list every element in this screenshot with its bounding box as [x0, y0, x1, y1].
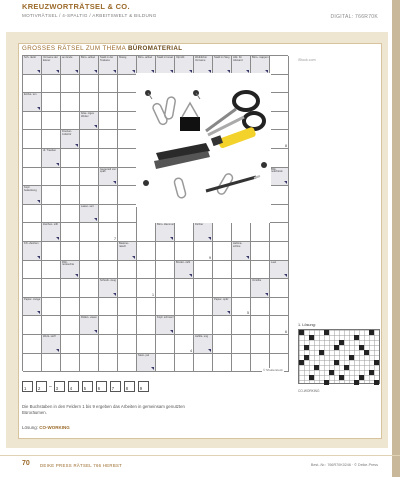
answer-cell[interactable]	[80, 223, 99, 242]
answer-cell[interactable]	[42, 316, 61, 335]
clue-text: Papier- zange	[24, 297, 41, 301]
solution-block	[334, 360, 339, 365]
answer-cell[interactable]	[175, 335, 194, 354]
answer-cell[interactable]	[23, 149, 42, 168]
answer-box-number: 9	[139, 386, 143, 391]
clue-cell[interactable]	[80, 112, 99, 131]
answer-cell[interactable]	[23, 130, 42, 149]
answer-cell[interactable]	[270, 112, 289, 131]
answer-cell[interactable]	[251, 223, 270, 242]
clue-text: Bild- notizblock	[271, 167, 283, 174]
clue-cell[interactable]	[213, 298, 232, 317]
answer-cell[interactable]	[99, 75, 118, 94]
answer-cell[interactable]	[61, 93, 80, 112]
page-number: 70	[22, 460, 30, 467]
answer-box[interactable]	[110, 381, 121, 392]
clue-text: Stem- pel	[138, 353, 150, 357]
answer-cell[interactable]	[99, 335, 118, 354]
answer-cell[interactable]	[118, 223, 137, 242]
clue-text: Kfz.-Zeichen	[24, 241, 39, 245]
answer-cell[interactable]	[270, 223, 289, 242]
answer-cell[interactable]	[194, 354, 213, 373]
photo-area-cell	[232, 205, 251, 224]
answer-cell[interactable]	[42, 354, 61, 373]
puzzle-title	[22, 45, 182, 52]
answer-cell[interactable]	[251, 316, 270, 335]
answer-cell[interactable]	[232, 223, 251, 242]
answer-cell[interactable]	[118, 186, 137, 205]
clue-cell[interactable]	[99, 168, 118, 187]
clue-cell[interactable]	[194, 223, 213, 242]
image-copyright: © Shutterstock	[263, 368, 283, 372]
answer-cell[interactable]	[137, 261, 156, 280]
clue-cell[interactable]	[270, 168, 289, 187]
answer-cell[interactable]	[137, 279, 156, 298]
answer-box[interactable]	[68, 381, 79, 392]
answer-cell[interactable]	[99, 112, 118, 131]
answer-cell[interactable]	[270, 298, 289, 317]
clue-cell[interactable]	[156, 316, 175, 335]
answer-cell[interactable]	[213, 354, 232, 373]
answer-cell[interactable]	[137, 242, 156, 261]
solution-block	[299, 330, 304, 335]
answer-cell[interactable]	[23, 354, 42, 373]
answer-box-number: 5	[83, 386, 87, 391]
clue-cell[interactable]	[118, 56, 137, 75]
answer-cell[interactable]	[213, 316, 232, 335]
cell-number: 6	[285, 329, 287, 334]
puzzle-title-topic: BÜROMATERIAL	[127, 45, 183, 52]
magazine-name: DEIKE PRESS RÄTSEL 766 HERBST	[40, 463, 123, 468]
answer-cell[interactable]	[270, 316, 289, 335]
clue-text: Papier- spitz	[214, 297, 229, 301]
answer-cell[interactable]	[118, 149, 137, 168]
clue-cell[interactable]	[270, 261, 289, 280]
clue-text: Lasso- seil	[81, 204, 94, 208]
answer-cell[interactable]	[23, 112, 42, 131]
photo-area-cell	[156, 205, 175, 224]
answer-cell[interactable]	[270, 93, 289, 112]
clue-text: Kopf- bedeckung	[24, 186, 37, 193]
clue-text: Büro- klammer	[157, 223, 175, 227]
clue-text: bräu- niges Wetter	[81, 111, 94, 118]
answer-cell[interactable]	[251, 298, 270, 317]
answer-cell[interactable]	[213, 242, 232, 261]
clue-text: Beatme- ratsch	[119, 241, 129, 248]
answer-cell[interactable]	[175, 223, 194, 242]
cell-number: 5	[247, 311, 249, 316]
clue-text: Büro- artikel	[138, 56, 152, 59]
solution-block	[309, 335, 314, 340]
answer-cell[interactable]	[137, 335, 156, 354]
answer-cell[interactable]	[99, 93, 118, 112]
answer-cell[interactable]	[42, 261, 61, 280]
answer-cell[interactable]	[42, 130, 61, 149]
answer-cell[interactable]	[99, 354, 118, 373]
clue-text: Büro- artikel	[81, 56, 95, 59]
answer-boxes[interactable]	[22, 381, 149, 392]
answer-cell[interactable]	[156, 335, 175, 354]
answer-cell[interactable]	[270, 186, 289, 205]
answer-cell[interactable]	[80, 93, 99, 112]
answer-cell[interactable]	[42, 186, 61, 205]
solution-block	[324, 380, 329, 385]
solution-block	[304, 345, 309, 350]
answer-box-number: 1	[24, 386, 27, 391]
answer-cell[interactable]	[42, 298, 61, 317]
answer-cell[interactable]	[251, 335, 270, 354]
answer-cell[interactable]	[23, 261, 42, 280]
answer-box[interactable]	[82, 381, 93, 392]
answer-cell[interactable]	[232, 261, 251, 280]
answer-cell[interactable]	[156, 242, 175, 261]
answer-cell[interactable]	[175, 354, 194, 373]
answer-cell[interactable]	[42, 279, 61, 298]
answer-cell[interactable]	[61, 242, 80, 261]
photo-area-cell	[175, 205, 194, 224]
clue-text: dt. Trauben	[43, 148, 57, 152]
clue-text: Sch- ränkt	[24, 56, 36, 59]
answer-cell[interactable]	[42, 168, 61, 187]
solution-text: CO-WORKING	[39, 425, 70, 430]
answer-cell[interactable]	[99, 316, 118, 335]
solution-block	[314, 365, 319, 370]
answer-cell[interactable]	[137, 223, 156, 242]
answer-cell[interactable]	[61, 335, 80, 354]
answer-cell[interactable]	[175, 316, 194, 335]
solution-block	[339, 375, 344, 380]
answer-cell[interactable]	[118, 298, 137, 317]
solution-block	[339, 340, 344, 345]
answer-cell[interactable]	[270, 335, 289, 354]
solution-block	[324, 330, 329, 335]
answer-cell[interactable]	[23, 205, 42, 224]
section-title: KREUZWORTRÄTSEL & CO.	[22, 2, 130, 11]
answer-cell[interactable]	[80, 168, 99, 187]
cell-number: 1	[152, 292, 154, 297]
answer-cell[interactable]	[61, 279, 80, 298]
solution-line	[22, 425, 70, 430]
answer-cell[interactable]	[232, 279, 251, 298]
clue-cell[interactable]	[23, 56, 42, 75]
answer-box[interactable]	[36, 381, 47, 392]
solution-block	[359, 345, 364, 350]
answer-cell[interactable]	[99, 149, 118, 168]
clue-text: Bruder- zahl	[176, 260, 191, 264]
answer-cell[interactable]	[61, 112, 80, 131]
previous-solution-caption: CO-WORKING	[298, 389, 320, 393]
answer-box-number: 3	[55, 386, 59, 391]
answer-box-number: 6	[97, 386, 101, 391]
answer-cell[interactable]	[42, 112, 61, 131]
clue-text: Dichter	[195, 223, 204, 227]
answer-cell[interactable]	[80, 298, 99, 317]
answer-cell[interactable]	[270, 75, 289, 94]
answer-cell[interactable]	[42, 205, 61, 224]
clue-cell[interactable]	[194, 56, 213, 75]
clue-cell[interactable]	[42, 56, 61, 75]
clue-cell[interactable]	[23, 242, 42, 261]
solution-block	[374, 360, 379, 365]
cell-number: 9	[209, 255, 211, 260]
clue-cell[interactable]	[232, 242, 251, 261]
answer-cell[interactable]	[270, 130, 289, 149]
answer-cell[interactable]	[23, 335, 42, 354]
clue-text: Auflös- ung	[195, 334, 209, 338]
cell-number: 7	[114, 236, 116, 241]
solution-block	[369, 330, 374, 335]
answer-cell[interactable]	[99, 130, 118, 149]
digital-code: DIGITAL: 766R70K	[330, 14, 378, 20]
answer-cell[interactable]	[175, 298, 194, 317]
answer-hint: Die Buchstaben in den Feldern 1 bis 9 ergeben das Arbeiten in gemeinsam genutzten Büroräumen.	[22, 404, 185, 415]
clue-text: Stadt im Sieg	[214, 56, 230, 59]
section-subtitle: MOTIVRÄTSEL / 4-SPALTIG / ARBEITSWELT & BILDUNG	[22, 13, 157, 18]
clue-cell[interactable]	[42, 223, 61, 242]
answer-cell[interactable]	[61, 354, 80, 373]
clue-text: Laut	[271, 260, 277, 264]
answer-cell[interactable]	[80, 261, 99, 280]
answer-cell[interactable]	[118, 205, 137, 224]
clue-cell[interactable]	[99, 279, 118, 298]
answer-cell[interactable]	[23, 168, 42, 187]
clue-cell[interactable]	[23, 186, 42, 205]
solution-block	[354, 335, 359, 340]
answer-cell[interactable]	[156, 354, 175, 373]
answer-box[interactable]	[22, 381, 33, 392]
answer-cell[interactable]	[118, 316, 137, 335]
puzzle-title-prefix: GROSSES RÄTSEL ZUM THEMA	[22, 45, 126, 52]
answer-cell[interactable]	[137, 316, 156, 335]
clue-cell[interactable]	[213, 56, 232, 75]
previous-solution-label: 1. Lösung:	[298, 323, 316, 327]
answer-cell[interactable]	[175, 279, 194, 298]
answer-cell[interactable]	[61, 186, 80, 205]
answer-box[interactable]	[124, 381, 135, 392]
clue-text: Zeichen- stift	[43, 223, 58, 227]
clue-text: flüssig	[119, 56, 127, 59]
cell-number: 8	[285, 143, 287, 148]
answer-cell[interactable]	[213, 279, 232, 298]
clue-text: Vorsilbe	[252, 279, 262, 283]
answer-cell[interactable]	[80, 130, 99, 149]
answer-box[interactable]	[54, 381, 65, 392]
answer-cell[interactable]	[137, 298, 156, 317]
clue-cell[interactable]	[23, 298, 42, 317]
answer-cell[interactable]	[251, 242, 270, 261]
solution-block	[349, 355, 354, 360]
answer-cell[interactable]	[232, 335, 251, 354]
clue-cell[interactable]	[156, 56, 175, 75]
answer-cell[interactable]	[23, 75, 42, 94]
solution-block	[299, 360, 304, 365]
answer-cell[interactable]	[156, 279, 175, 298]
clue-text: Röh- renleuchte	[62, 260, 75, 267]
clue-cell[interactable]	[137, 354, 156, 373]
answer-box-number: 2	[38, 386, 41, 391]
clue-cell[interactable]	[251, 56, 270, 75]
clue-cell[interactable]	[42, 149, 61, 168]
solution-block	[354, 380, 359, 385]
answer-cell[interactable]	[270, 205, 289, 224]
answer-box[interactable]	[96, 381, 107, 392]
clue-cell[interactable]	[80, 316, 99, 335]
clue-text: Einhei- ten	[24, 93, 37, 97]
answer-box[interactable]	[138, 381, 149, 392]
answer-cell[interactable]	[61, 168, 80, 187]
answer-cell[interactable]	[270, 149, 289, 168]
answer-box-number: 4	[69, 386, 73, 391]
previous-solution-grid	[298, 329, 380, 384]
clue-text: Vorname der Eisner	[43, 56, 58, 62]
clue-text: Werk- stoff	[43, 334, 56, 338]
answer-cell[interactable]	[23, 316, 42, 335]
photo-area-cell	[194, 205, 213, 224]
clue-cell[interactable]	[251, 279, 270, 298]
answer-cell[interactable]	[99, 298, 118, 317]
answer-cell[interactable]	[232, 316, 251, 335]
photo-credit: iStock.com	[298, 58, 316, 62]
answer-box-number: 7	[111, 386, 115, 391]
clue-cell[interactable]	[61, 56, 80, 75]
answer-cell[interactable]	[61, 298, 80, 317]
answer-cell[interactable]	[232, 298, 251, 317]
clue-cell[interactable]	[175, 261, 194, 280]
answer-cell[interactable]	[156, 298, 175, 317]
clue-cell[interactable]	[42, 335, 61, 354]
answer-cell[interactable]	[194, 316, 213, 335]
answer-cell[interactable]	[99, 205, 118, 224]
answer-cell[interactable]	[118, 354, 137, 373]
answer-cell[interactable]	[99, 242, 118, 261]
cell-number: 4	[190, 348, 192, 353]
answer-cell[interactable]	[213, 261, 232, 280]
answer-cell[interactable]	[232, 354, 251, 373]
clue-text: Ölprofit	[176, 56, 185, 59]
clue-cell[interactable]	[61, 261, 80, 280]
answer-cell[interactable]	[118, 279, 137, 298]
footer-rights: Best.-Nr.: 766R70K0246 · © Deike-Press	[310, 463, 378, 467]
answer-cell[interactable]	[118, 93, 137, 112]
answer-cell[interactable]	[80, 75, 99, 94]
answer-cell[interactable]	[80, 279, 99, 298]
clue-text: Schreib- zeug	[100, 279, 117, 283]
answer-cell[interactable]	[99, 261, 118, 280]
answer-cell[interactable]	[118, 335, 137, 354]
answer-cell[interactable]	[80, 242, 99, 261]
answer-cell[interactable]	[118, 261, 137, 280]
answer-hyphen: –	[49, 383, 52, 390]
clue-cell[interactable]	[80, 56, 99, 75]
solution-block	[319, 350, 324, 355]
solution-block	[364, 350, 369, 355]
answer-box-number: 8	[125, 386, 129, 391]
solution-block	[344, 365, 349, 370]
clue-cell[interactable]	[232, 56, 251, 75]
answer-cell[interactable]	[42, 75, 61, 94]
side-color-strip	[392, 0, 400, 477]
clue-text: Rollen- vasen	[81, 316, 97, 320]
clue-cell[interactable]	[118, 242, 137, 261]
photo-area-cell	[137, 205, 156, 224]
answer-cell[interactable]	[194, 279, 213, 298]
clue-cell[interactable]	[137, 56, 156, 75]
photo-area-cell	[251, 205, 270, 224]
clue-text: Abk. für Abstand	[233, 56, 243, 62]
answer-cell[interactable]	[23, 279, 42, 298]
answer-cell[interactable]	[118, 75, 137, 94]
answer-cell[interactable]	[80, 149, 99, 168]
answer-cell[interactable]	[213, 223, 232, 242]
answer-cell[interactable]	[80, 354, 99, 373]
clue-cell[interactable]	[156, 223, 175, 242]
answer-cell[interactable]	[80, 335, 99, 354]
answer-cell[interactable]	[251, 261, 270, 280]
clue-text: Gegenteil von: spalt	[100, 167, 117, 174]
answer-cell[interactable]	[156, 261, 175, 280]
clue-cell[interactable]	[23, 93, 42, 112]
answer-cell[interactable]	[175, 242, 194, 261]
answer-cell[interactable]	[194, 298, 213, 317]
answer-cell[interactable]	[270, 242, 289, 261]
clue-text: am Ende	[62, 56, 73, 59]
answer-cell[interactable]	[194, 261, 213, 280]
answer-cell[interactable]	[194, 242, 213, 261]
answer-cell[interactable]	[118, 112, 137, 131]
answer-cell[interactable]	[80, 186, 99, 205]
clue-text: Kopf- schmerz	[157, 316, 174, 320]
clue-text: Heftma- schine	[233, 241, 243, 248]
clue-text: Stadt in der Toskana	[100, 56, 114, 62]
answer-cell[interactable]	[270, 279, 289, 298]
clue-cell[interactable]	[194, 335, 213, 354]
clue-text: Stadt in Israel	[157, 56, 173, 59]
answer-cell[interactable]	[61, 75, 80, 94]
clue-cell[interactable]	[80, 205, 99, 224]
solution-block	[374, 380, 379, 385]
solution-block	[359, 375, 364, 380]
clue-text: Büro- mappen	[252, 56, 269, 59]
solution-block	[334, 345, 339, 350]
clue-text: Drucker- zubehör	[62, 130, 72, 137]
photo-area-cell	[213, 205, 232, 224]
answer-cell[interactable]	[61, 205, 80, 224]
answer-cell[interactable]	[42, 242, 61, 261]
clue-cell[interactable]	[175, 56, 194, 75]
answer-cell[interactable]	[270, 56, 289, 75]
solution-block	[309, 375, 314, 380]
answer-cell[interactable]	[118, 168, 137, 187]
clue-text: Weiblicher Vorname	[195, 56, 208, 62]
solution-block	[304, 355, 309, 360]
office-supplies-photo	[136, 73, 271, 207]
answer-cell[interactable]	[99, 186, 118, 205]
clue-cell[interactable]	[99, 56, 118, 75]
answer-cell[interactable]	[213, 335, 232, 354]
answer-cell[interactable]	[61, 149, 80, 168]
answer-cell[interactable]	[61, 223, 80, 242]
answer-cell[interactable]	[23, 223, 42, 242]
clue-cell[interactable]	[61, 130, 80, 149]
answer-cell[interactable]	[99, 223, 118, 242]
answer-cell[interactable]	[42, 93, 61, 112]
answer-cell[interactable]	[118, 130, 137, 149]
solution-label: Lösung:	[22, 425, 39, 430]
solution-block	[329, 370, 334, 375]
answer-cell[interactable]	[61, 316, 80, 335]
solution-block	[369, 370, 374, 375]
